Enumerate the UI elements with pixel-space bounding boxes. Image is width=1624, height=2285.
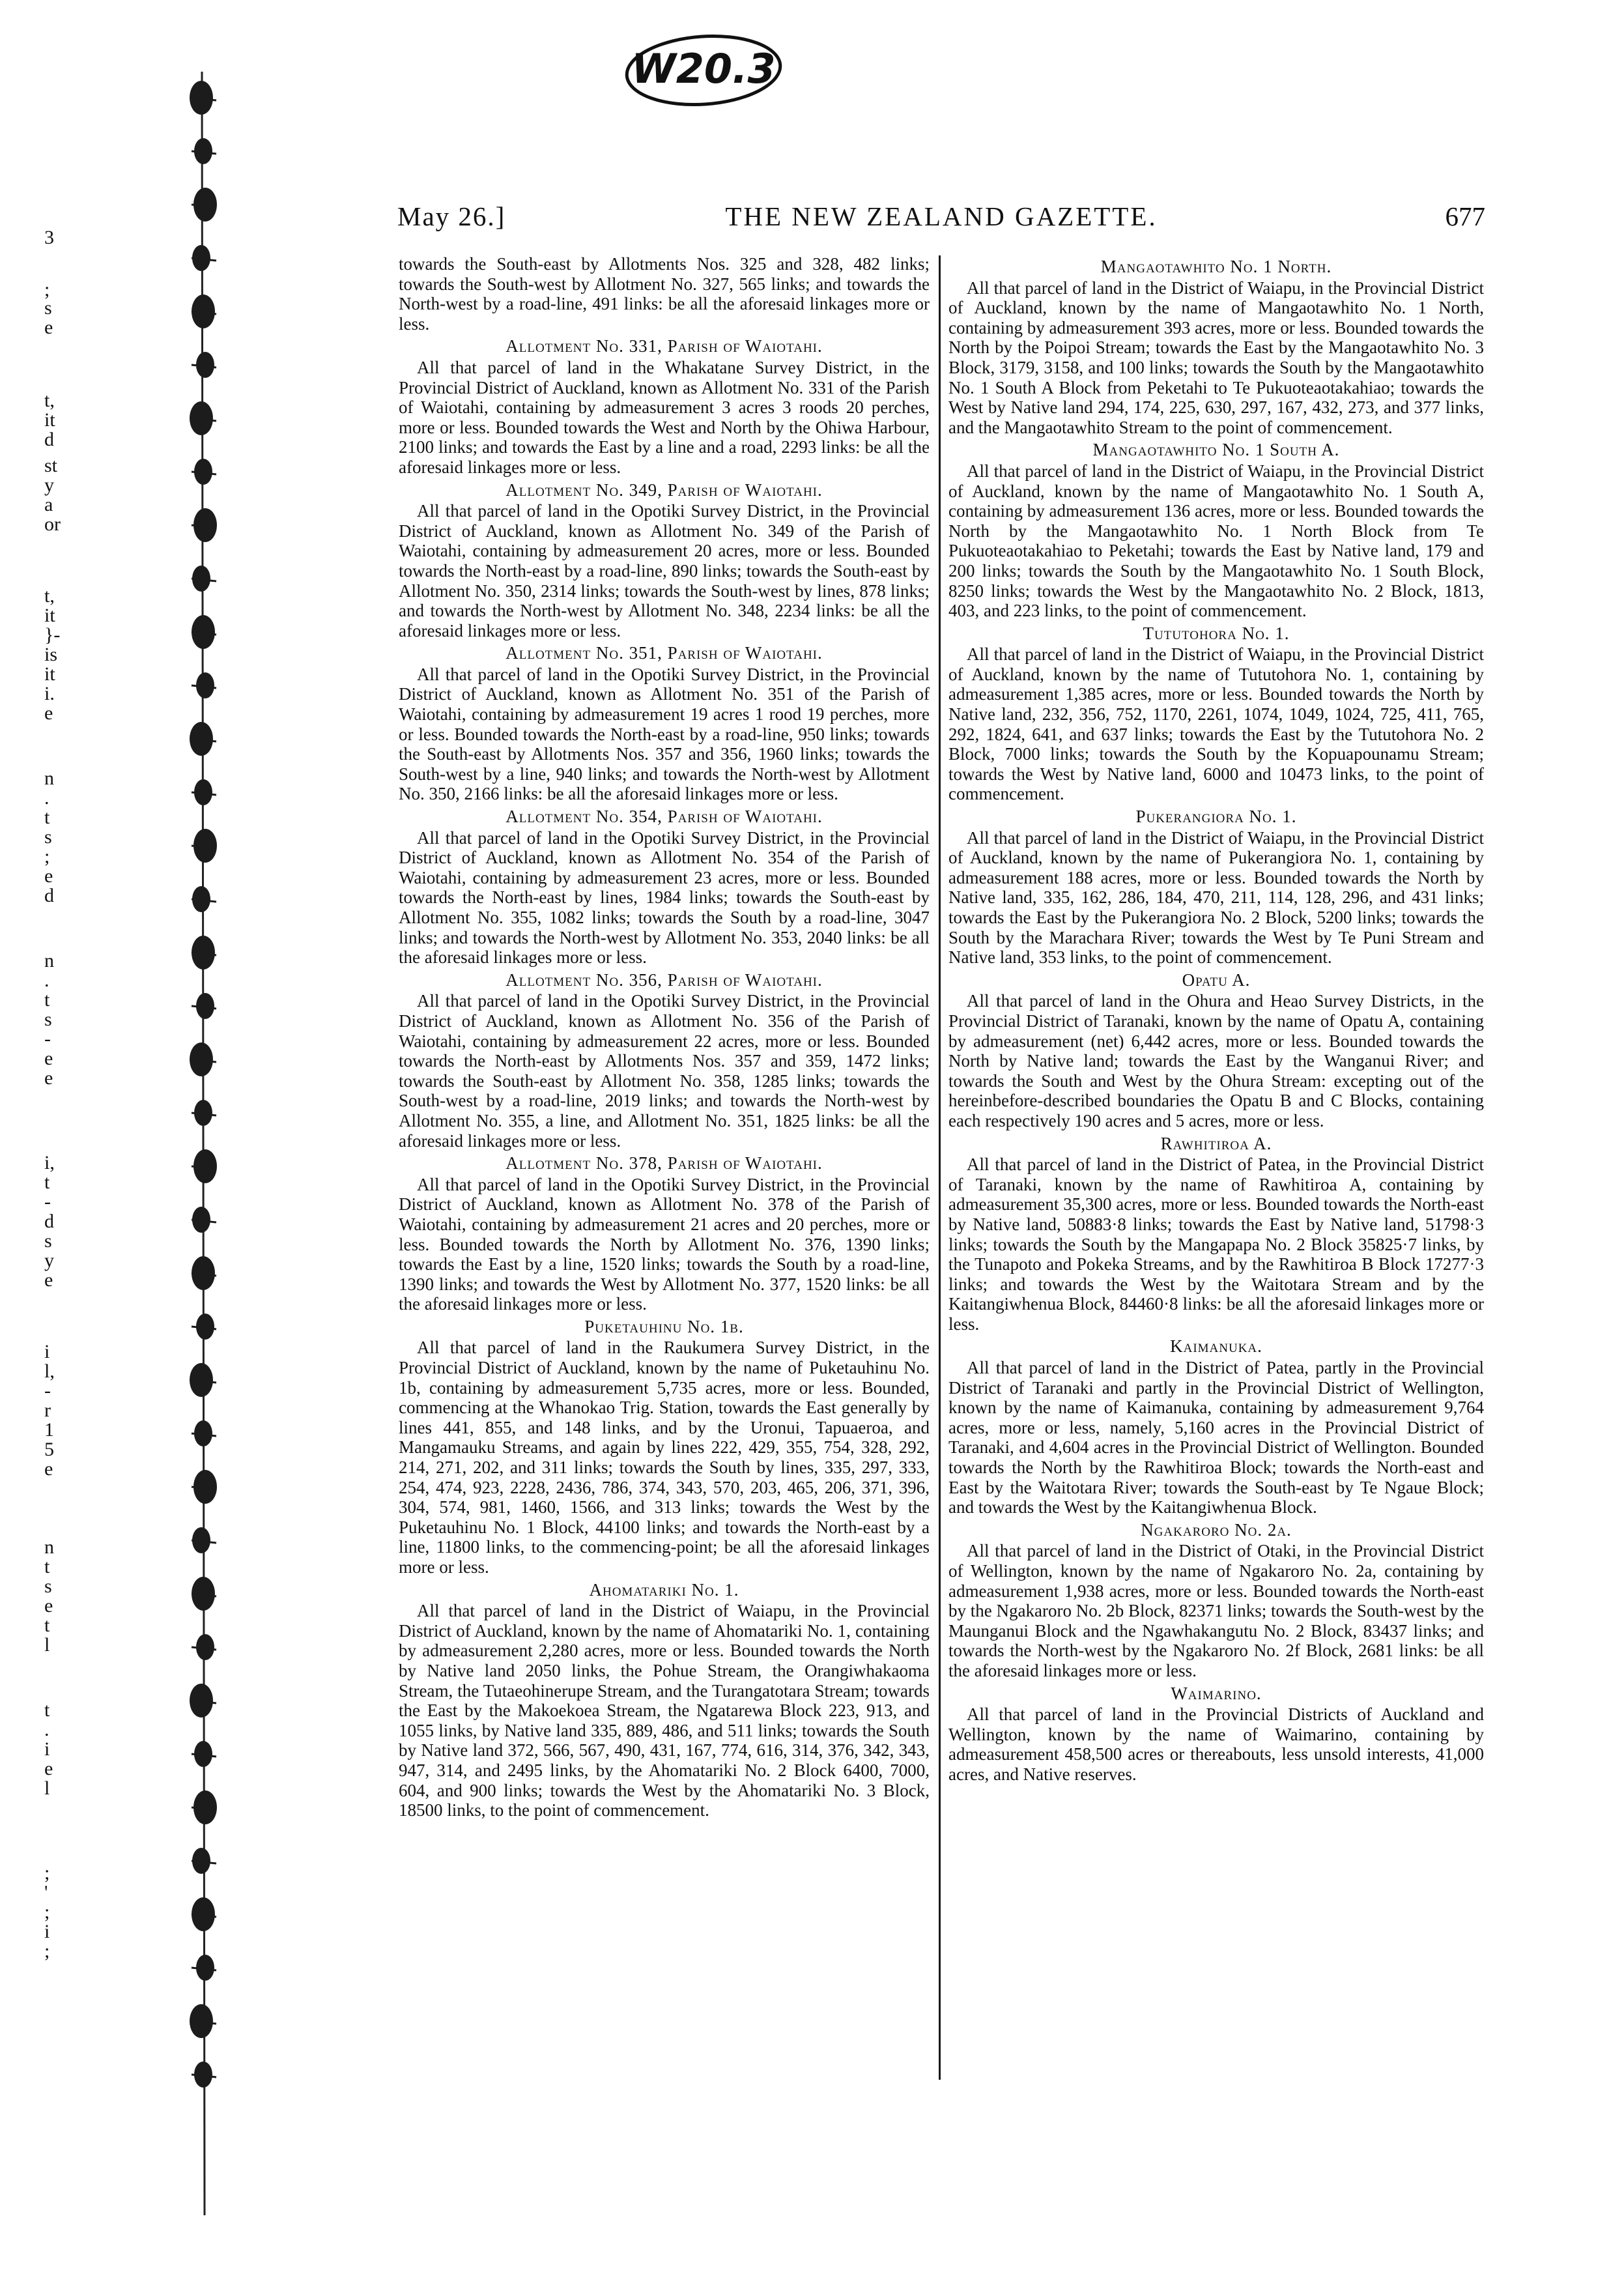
stitch-knot — [192, 2062, 216, 2088]
edge-fragment: e — [44, 1758, 53, 1779]
edge-fragment: e — [44, 1595, 53, 1617]
edge-fragment: t — [44, 1556, 50, 1577]
edge-fragment: l, — [44, 1360, 55, 1382]
notice-body: All that parcel of land in the District of Patea, partly in the Provincial District of Taranaki and partly in the Provincial District of Wellington, known by the name of Kaimanuka, containing by admeasurement 9,764 acres, more or less, namely, 5,160 acres in the Provincial District of Taranaki, and 4,604 acres in the Provincial District of Wellington. Bounded towards the North by the Rawhitiroa Block; towards the North-east and East by the Waitotara River; towards the South-east by Te Ngaue Block; and towards the West by the Kaitangiwhenua Block. — [948, 1358, 1484, 1517]
stamp-text: W20.3 — [631, 44, 776, 93]
notice-body: All that parcel of land in the Provincial Districts of Auckland and Wellington, known by the name of Waimarino, containing by admeasurement 458,500 acres or thereabouts, less unsold interests, 41,000 acres, and Native reserves. — [948, 1704, 1484, 1784]
gazette-title: THE NEW ZEALAND GAZETTE. — [725, 201, 1158, 231]
land-notice — [948, 624, 1484, 804]
notice-heading: Allotment No. 351, Parish of Waiotahi. — [506, 643, 823, 663]
adjacent-page-edge — [0, 195, 85, 1962]
edge-fragment: . — [44, 970, 50, 991]
stitch-knot — [192, 459, 216, 485]
stitch-knot — [190, 1363, 216, 1397]
stitch-knot — [192, 1207, 216, 1233]
edge-fragment: s — [44, 1575, 52, 1597]
land-notice — [948, 1520, 1484, 1681]
edge-fragment: t — [44, 989, 50, 1011]
edge-fragment: - — [44, 1191, 51, 1213]
notice-heading: Allotment No. 354, Parish of Waiotahi. — [506, 807, 823, 827]
edge-fragment: i — [44, 1921, 50, 1942]
notice-body: All that parcel of land in the District of Waiapu, in the Provincial District of Auckland, known by the name of Mangaotawhito No. 1 North, containing by admeasurement 393 acres, more or less. Bounded towards the North by the Poipoi Stream; towards the East by the Mangaotawhito No. 3 Block, 3179, 3158, and 100 links; towards the South by the Mangaotawhito No. 1 South A Block from Peketahi to Te Pukuoteaotakahiao; towards the West by Native land 294, 174, 225, 630, 297, 167, 432, 273, and 377 links, and the Mangaotawhito Stream to the point of commencement. — [948, 278, 1484, 437]
stitch-knot — [192, 352, 216, 378]
edge-fragment: ; — [44, 1940, 50, 1962]
edge-fragment: e — [44, 1067, 53, 1089]
edge-fragment: ; — [44, 279, 50, 300]
edge-fragment: l — [44, 1634, 50, 1656]
edge-fragment: t, — [44, 585, 55, 607]
edge-fragment: a — [44, 494, 53, 515]
land-notice — [948, 1336, 1484, 1517]
notice-heading: Kaimanuka. — [1170, 1336, 1262, 1357]
edge-fragment: s — [44, 1230, 52, 1252]
notice-heading: Ngakaroro No. 2a. — [1141, 1519, 1292, 1540]
notice-heading: Allotment No. 378, Parish of Waiotahi. — [506, 1153, 823, 1173]
stitch-knot — [192, 936, 216, 970]
notice-body: All that parcel of land in the Opotiki Survey District, in the Provincial District of Auckland, known as Allotment No. 354 of the Parish of Waiotahi, containing by admeasurement 23 acres, more or less. Bounded towards the North-east by lines, 1984 links; towards the South-east by Allotment No. 355, 1082 links; towards the South by a road-line, 3047 links; and towards the North-west by Allotment No. 353, 2040 links: be all the aforesaid linkages more or less. — [399, 827, 930, 968]
edge-fragment: . — [44, 787, 50, 809]
edge-fragment: is — [44, 644, 58, 665]
notice-heading: Pukerangiora No. 1. — [1135, 807, 1297, 827]
edge-fragment: 1 — [44, 1419, 54, 1441]
notice-body: All that parcel of land in the Opotiki Survey District, in the Provincial District of Auckland, known as Allotment No. 349 of the Parish of Waiotahi, containing by admeasurement 20 acres, more or less. Bounded towards the North-east by a road-line, 890 links; towards the South-east by Allotment No. 350, 2314 links; towards the South-west by lines, 878 links; and towards the North-west by Allotment No. 348, 2234 links: be all the aforesaid linkages more or less. — [399, 501, 930, 640]
stitch-knot — [192, 886, 216, 912]
stitch-knot — [190, 401, 216, 435]
edge-fragment: - — [44, 1028, 51, 1050]
edge-fragment: i, — [44, 1152, 55, 1173]
notice-body: All that parcel of land in the District of Waiapu, in the Provincial District of Auckland, known by the name of Pukerangiora No. 1, containing by admeasurement 188 acres, more or less. Bounded towards the North by Native land, 335, 162, 286, 184, 470, 211, 114, 128, 296, and 431 links; towards the East by the Pukerangiora No. 2 Block, 5200 links; towards the South by the Marachara River; towards the West by Te Puni Stream and Native land, 353 links, to the point of commencement. — [948, 827, 1484, 968]
edge-fragment: y — [44, 1250, 54, 1271]
archive-stamp — [622, 26, 785, 111]
notice-heading: Tututohora No. 1. — [1143, 623, 1290, 643]
notice-heading: Allotment No. 349, Parish of Waiotahi. — [506, 480, 823, 500]
edge-fragment: d — [44, 429, 54, 450]
stitch-knot — [192, 1420, 216, 1446]
stitch-knot — [192, 295, 216, 328]
edge-fragment: it — [44, 409, 55, 431]
notice-body: All that parcel of land in the District of Waiapu, in the Provincial District of Auckland, known by the name of Mangaotawhito No. 1 South A, containing by admeasurement 136 acres, more or less. Bounded towards the North by the Mangaotawhito No. 1 North Block from Te Pukuoteaotakahiao to Peketahi; towards the East by Native land, 179 and 200 links; towards the South by the Mangaotawhito No. 1 South Block, 8250 links; towards the West by the Mangaotawhito No. 2 Block, 1813, 403, and 223 links, to the point of commencement. — [948, 461, 1484, 621]
notice-heading: Opatu A. — [1182, 970, 1251, 990]
notice-body: towards the South-east by Allotments Nos. 325 and 328, 482 links; towards the South-west by Allotment No. 327, 565 links; and towards the North-west by a road-line, 491 links: be all the aforesaid linkages more or less. — [399, 254, 930, 334]
edge-fragment: l — [44, 1777, 50, 1799]
land-notice — [399, 254, 930, 334]
land-notice — [399, 807, 930, 968]
land-notice — [399, 480, 930, 641]
land-notice — [399, 1153, 930, 1314]
stitch-knot — [192, 245, 216, 271]
notice-heading: Allotment No. 331, Parish of Waiotahi. — [506, 336, 823, 356]
notice-body: All that parcel of land in the Opotiki Survey District, in the Provincial District of Auckland, known as Allotment No. 351 of the Parish of Waiotahi, containing by admeasurement 19 acres 1 rood 19 perches, more or less. Bounded towards the North-east by a road-line, 950 links; towards the South-east by Allotments Nos. 357 and 356, 1960 links; towards the South-west by a line, 940 links; and towards the North-west by Allotment No. 350, 2166 links: be all the aforesaid linkages more or less. — [399, 664, 930, 804]
stitch-knot — [192, 1955, 216, 1981]
edge-fragment: 5 — [44, 1439, 54, 1460]
edge-fragment: 3 — [44, 227, 54, 248]
left-column — [399, 254, 930, 2170]
page-number: 677 — [1445, 201, 1485, 231]
edge-fragment: it — [44, 605, 55, 626]
edge-fragment: n — [44, 950, 54, 971]
stitch-knot — [192, 188, 217, 222]
issue-date: May 26.] — [397, 201, 506, 231]
notice-body: All that parcel of land in the District of Waiapu, in the Provincial District of Auckland, known by the name of Ahomatariki No. 1, containing by admeasurement 2,280 acres, more or less. Bounded towards the North by Native land 2050 links, the Pohue Stream, the Orangiwhakaoma Stream, the Tutaeohinerupe Stream, and the Turangatotara Stream; towards the East by the Makoekoea Stream, the Ngatarewa Block 223, 913, and 1055 links, by Native land 335, 889, 486, and 511 links; towards the South by Native land 372, 566, 567, 490, 431, 167, 774, 616, 314, 376, 342, 343, 947, 314, and 2495 links, by the Ahomatariki No. 2 Block 6400, 7000, 604, and 900 links; towards the West by the Ahomatariki No. 3 Block, 18500 links, to the point of commencement. — [399, 1601, 930, 1820]
stitch-knot — [192, 1741, 216, 1767]
stitch-knot — [192, 1848, 216, 1874]
stitch-knot — [190, 1684, 216, 1717]
edge-fragment: e — [44, 702, 53, 724]
edge-fragment: i — [44, 1341, 50, 1362]
stitch-knot — [192, 1256, 216, 1290]
notice-body: All that parcel of land in the Ohura and Heao Survey Districts, in the Provincial District of Taranaki, known by the name of Opatu A, containing by admeasurement (net) 6,442 acres, more or less. Bounded towards the North by Native land; towards the East by the Wanganui River; and towards the South and West by the Ohura Stream: excepting out of the hereinbefore-described boundaries the Opatu B and C Blocks, containing each respectively 190 acres and 5 acres, more or less. — [948, 991, 1484, 1130]
edge-fragment: st — [44, 455, 58, 476]
edge-fragment: ' — [44, 1882, 48, 1903]
notice-body: All that parcel of land in the District of Otaki, in the Provincial District of Wellington, known by the name of Ngakaroro No. 2a, containing by admeasurement 1,938 acres, more or less. Bounded towards the North-east by the Ngakaroro No. 2b Block, 82371 links; towards the South-west by the Maunganui Block and the Ngawhakangutu No. 2 Block, 83437 links; and towards the North-west by the Ngakaroro No. 2f Block, 2681 links: be all the aforesaid linkages more or less. — [948, 1541, 1484, 1680]
edge-fragment: t, — [44, 390, 55, 411]
notice-heading: Ahomatariki No. 1. — [589, 1579, 739, 1600]
land-notice — [948, 807, 1484, 968]
edge-fragment: t — [44, 807, 50, 828]
land-notice — [948, 440, 1484, 620]
edge-fragment: it — [44, 663, 55, 685]
stitch-knot — [192, 1897, 216, 1931]
notice-body: All that parcel of land in the Opotiki Survey District, in the Provincial District of Auckland, known as Allotment No. 356 of the Parish of Waiotahi, containing by admeasurement 22 acres, more or less. Bounded towards the North-east by Allotments Nos. 357 and 359, 1472 links; towards the South-east by Allotment No. 358, 1285 links; towards the South-west by a road-line, 2019 links; and towards the North-west by Allotment No. 355, a line, and Allotment No. 351, 1825 links: be all the aforesaid linkages more or less. — [399, 991, 930, 1151]
edge-fragment: e — [44, 1458, 53, 1480]
stitch-knot — [192, 508, 217, 542]
stitch-knot — [190, 722, 216, 756]
stitch-knot — [192, 566, 216, 592]
land-notice — [948, 1684, 1484, 1785]
land-notice — [948, 257, 1484, 437]
right-column — [948, 254, 1484, 2170]
edge-fragment: t — [44, 1699, 50, 1721]
edge-fragment: s — [44, 1009, 52, 1030]
edge-fragment: ; — [44, 846, 50, 867]
stitch-knot — [192, 993, 216, 1019]
edge-fragment: i — [44, 1738, 50, 1760]
notice-body: All that parcel of land in the Raukumera Survey District, in the Provincial District of Auckland, known by the name of Puketauhinu No. 1b, containing by admeasurement 5,735 acres, more or less. Bounded, commencing at the Whanokao Trig. Station, towards the East generally by lines 441, 855, and 148 links, and by the Uronui, Tapuaeroa, and Mangamauku Streams, and again by lines 222, 429, 355, 754, 328, 292, 214, 271, 202, and 311 links; towards the South by lines, 335, 297, 333, 254, 474, 923, 2228, 2436, 786, 374, 343, 570, 203, 465, 206, 371, 396, 304, 574, 981, 1460, 1566, and 313 links; towards the West by the Puketauhinu No. 1 Block, 44100 links; and towards the North-east by a line, 11800 links, to the commencing-point; be all the aforesaid linkages more or less. — [399, 1338, 930, 1577]
edge-fragment: y — [44, 474, 54, 496]
notice-body: All that parcel of land in the District of Patea, in the Provincial District of Taranaki, known by the name of Rawhitiroa A, containing by admeasurement 35,300 acres, more or less. Bounded towards the North-east by Native land, 50883·8 links; towards the East by Native land, 51798·3 links; towards the South by the Mangapapa No. 2 Block 35825·7 links, by the Tunapoto and Pokeka Streams, and by the Rawhitiroa B Block 17277·3 links; and towards the West by the Waitotara Stream and by the Kaitangiwhenua Block, 84460·8 links: be all the aforesaid linkages more or less. — [948, 1155, 1484, 1334]
stitch-knot — [192, 1149, 217, 1183]
edge-fragment: e — [44, 1269, 53, 1291]
edge-fragment: s — [44, 297, 52, 319]
notice-heading: Puketauhinu No. 1b. — [584, 1316, 744, 1336]
stitch-knot — [192, 615, 216, 649]
edge-fragment: n — [44, 768, 54, 789]
land-notice — [399, 970, 930, 1151]
notice-body: All that parcel of land in the Opotiki Survey District, in the Provincial District of Auckland, known as Allotment No. 378 of the Parish of Waiotahi, containing by admeasurement 21 acres and 20 perches, more or less. Bounded towards the North by Allotment No. 376, 1390 links; towards the East by a line, 1520 links; towards the South by a road-line, 1390 links; and towards the West by Allotment No. 377, 1520 links: be all the aforesaid linkages more or less. — [399, 1174, 930, 1314]
notice-heading: Mangaotawhito No. 1 North. — [1100, 257, 1332, 276]
edge-fragment: ; — [44, 1901, 50, 1923]
edge-fragment: }- — [44, 624, 61, 646]
notice-heading: Allotment No. 356, Parish of Waiotahi. — [506, 970, 823, 990]
binding-thread — [202, 72, 205, 2215]
edge-fragment: d — [44, 885, 54, 906]
land-notice — [399, 1580, 930, 1820]
edge-fragment: e — [44, 865, 53, 887]
edge-fragment: d — [44, 1211, 54, 1232]
stitch-knot — [192, 1634, 216, 1660]
stitch-knot — [190, 1042, 216, 1076]
land-notice — [399, 643, 930, 804]
notice-heading: Waimarino. — [1171, 1683, 1262, 1703]
stitch-knot — [192, 779, 216, 805]
land-notice — [948, 970, 1484, 1131]
notice-body: All that parcel of land in the District of Waiapu, in the Provincial District of Auckland, known by the name of Tututohora No. 1, containing by admeasurement 1,385 acres, more or less. Bounded towards the North by Native land, 232, 356, 752, 1170, 2261, 1074, 1049, 1024, 725, 411, 765, 292, 1824, 641, and 637 links; towards the East by the Tututohora No. 2 Block, 7000 links; towards the South by the Kopuapounamu Stream; towards the West by Native land, 6000 and 10473 links, to the point of commencement. — [948, 644, 1484, 804]
stitch-knot — [192, 138, 216, 164]
stitch-knot — [192, 1790, 217, 1824]
land-notice — [399, 336, 930, 477]
edge-fragment: or — [44, 513, 61, 535]
notice-heading: Rawhitiroa A. — [1160, 1133, 1272, 1153]
stitch-knot — [190, 81, 216, 115]
stitch-knot — [192, 1314, 216, 1340]
stitch-knot — [192, 1577, 216, 1611]
edge-fragment: r — [44, 1400, 51, 1421]
edge-fragment: ; — [44, 1862, 50, 1884]
stitch-knot — [192, 1527, 216, 1553]
stitch-knot — [192, 829, 217, 863]
edge-fragment: e — [44, 1048, 53, 1069]
edge-fragment: e — [44, 317, 53, 338]
edge-fragment: t — [44, 1171, 50, 1193]
notice-body: All that parcel of land in the Whakatane Survey District, in the Provincial District of Auckland, known as Allotment No. 331 of the Parish of Waiotahi, containing by admeasurement 3 acres 3 roods 20 perches, more or less. Bounded towards the West and North by the Ohiwa Harbour, 2100 links; and towards the East by a line and a road, 2293 links: be all the aforesaid linkages more or less. — [399, 357, 930, 477]
edge-fragment: t — [44, 1615, 50, 1636]
column-divider — [939, 255, 941, 2080]
stitch-knot — [190, 2004, 216, 2038]
binding-stitch-strip — [176, 72, 228, 2215]
edge-fragment: i. — [44, 683, 55, 704]
land-notice — [948, 1134, 1484, 1334]
stitch-knot — [192, 672, 216, 698]
stitch-knot — [192, 1100, 216, 1126]
page-header — [397, 197, 1485, 236]
notice-heading: Mangaotawhito No. 1 South A. — [1092, 440, 1340, 460]
land-notice — [399, 1317, 930, 1577]
edge-fragment: - — [44, 1380, 51, 1401]
edge-fragment: . — [44, 1719, 50, 1740]
edge-fragment: n — [44, 1536, 54, 1558]
stitch-knot — [192, 1470, 217, 1504]
edge-fragment: s — [44, 826, 52, 848]
